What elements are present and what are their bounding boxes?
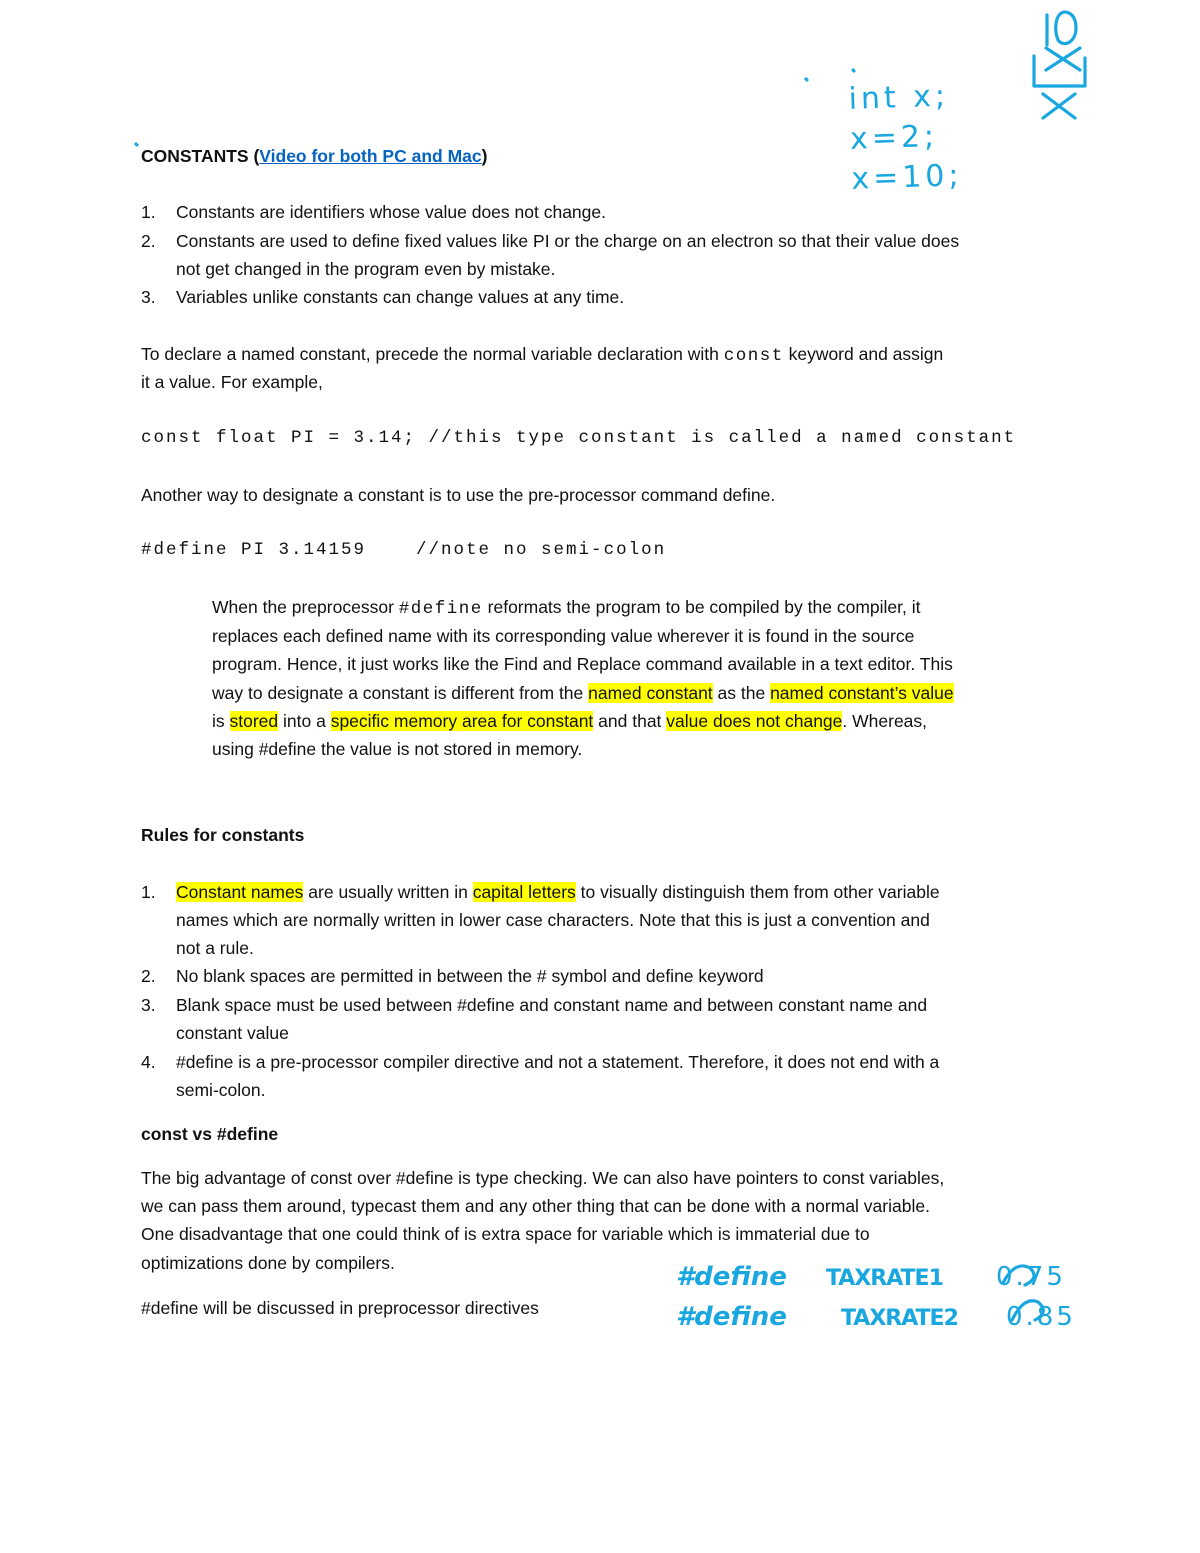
list-item: Constants are used to define fixed values like PI or the charge on an electron so that their value does [176, 231, 960, 251]
ink-dot [853, 70, 854, 71]
handwritten-top-note [848, 76, 963, 200]
compare-heading: const vs #define [141, 1124, 279, 1144]
video-link[interactable]: Video for both PC and Mac [259, 146, 482, 166]
handwritten-line: int x; [848, 78, 950, 117]
closing-note: #define will be discussed in preprocessor directives [141, 1298, 539, 1318]
handwritten-line: x=10; [850, 158, 964, 197]
indent-paragraph-line: way to designate a constant is different from the named constant as the named constant’s value [212, 683, 954, 703]
handwritten-bottom-note [676, 1258, 1076, 1338]
const-keyword: const [723, 346, 784, 366]
compare-paragraph-line: One disadvantage that one could think of is extra space for variable which is immaterial due to [141, 1224, 870, 1244]
rule-item-continuation: constant value [176, 1023, 289, 1043]
list-number: 2. [141, 966, 156, 986]
boxed-value-sketch [1034, 12, 1085, 118]
ink-letter [1043, 94, 1075, 118]
highlight: named constant’s value [770, 683, 954, 703]
list-item: Constants are identifiers whose value does not change. [176, 202, 606, 222]
highlight: specific memory area for constant [330, 711, 594, 731]
list-item-continuation: not get changed in the program even by mistake. [176, 259, 556, 279]
list-number: 3. [141, 995, 156, 1015]
handwritten-line: x=2; [849, 118, 939, 157]
code-define-example: #define PI 3.14159 //note no semi-colon [141, 540, 667, 560]
highlight: capital letters [472, 882, 576, 902]
compare-paragraph-line: optimizations done by compilers. [141, 1253, 395, 1273]
compare-paragraph-line: The big advantage of const over #define is type checking. We can also have pointers to const variables, [141, 1168, 945, 1188]
list-item: Variables unlike constants can change values at any time. [176, 287, 625, 307]
ink-dot [136, 144, 137, 145]
rule-item-continuation: not a rule. [176, 938, 254, 958]
indent-paragraph-line: program. Hence, it just works like the Find and Replace command available in a text editor. This [212, 654, 953, 674]
section-heading: CONSTANTS (Video for both PC and Mac) [141, 146, 488, 166]
handwritten-define-row: #define TAXRATE1 0.75 [676, 1262, 1066, 1292]
ink-box [1034, 56, 1085, 86]
rule-item: Blank space must be used between #define and constant name and between constant name and [176, 995, 928, 1015]
rules-heading: Rules for constants [141, 825, 305, 845]
ink-dot [806, 79, 807, 80]
define-intro: Another way to designate a constant is to use the pre-processor command define. [141, 485, 776, 505]
declare-paragraph: To declare a named constant, precede the normal variable declaration with const keyword and assign [141, 344, 944, 366]
code-const-example: const float PI = 3.14; //this type constant is called a named constant [141, 428, 1017, 448]
compare-paragraph-line: we can pass them around, typecast them and any other thing that can be done with a normal variable. [141, 1196, 930, 1216]
list-number: 3. [141, 287, 156, 307]
indent-paragraph-line: is stored into a specific memory area for constant and that value does not change. Whereas, [212, 711, 928, 731]
declare-paragraph-line2: it a value. For example, [141, 372, 323, 392]
indent-paragraph-line: replaces each defined name with its corresponding value wherever it is found in the source [212, 626, 915, 646]
rule-item-continuation: semi-colon. [176, 1080, 266, 1100]
highlight: Constant names [176, 882, 304, 902]
handwritten-define-row: #define TAXRATE2 0.85 [676, 1302, 1076, 1332]
rule-item: #define is a pre-processor compiler directive and not a statement. Therefore, it does not end with a [176, 1052, 940, 1072]
rule-item: Constant names are usually written in capital letters to visually distinguish them from other variable [176, 882, 940, 902]
list-number: 1. [141, 202, 156, 222]
list-number: 2. [141, 231, 156, 251]
indent-paragraph-line: When the preprocessor #define reformats the program to be compiled by the compiler, it [212, 597, 921, 619]
highlight: named constant [588, 683, 713, 703]
rule-item-continuation: names which are normally written in lower case characters. Note that this is just a convention and [176, 910, 930, 930]
indent-paragraph-line: using #define the value is not stored in memory. [212, 739, 583, 759]
list-number: 4. [141, 1052, 156, 1072]
ink-digit [1056, 12, 1076, 44]
highlight: value does not change [666, 711, 843, 731]
highlight: stored [229, 711, 279, 731]
rule-item: No blank spaces are permitted in between the # symbol and define keyword [176, 966, 764, 986]
list-number: 1. [141, 882, 156, 902]
ink-cross [1046, 48, 1080, 70]
